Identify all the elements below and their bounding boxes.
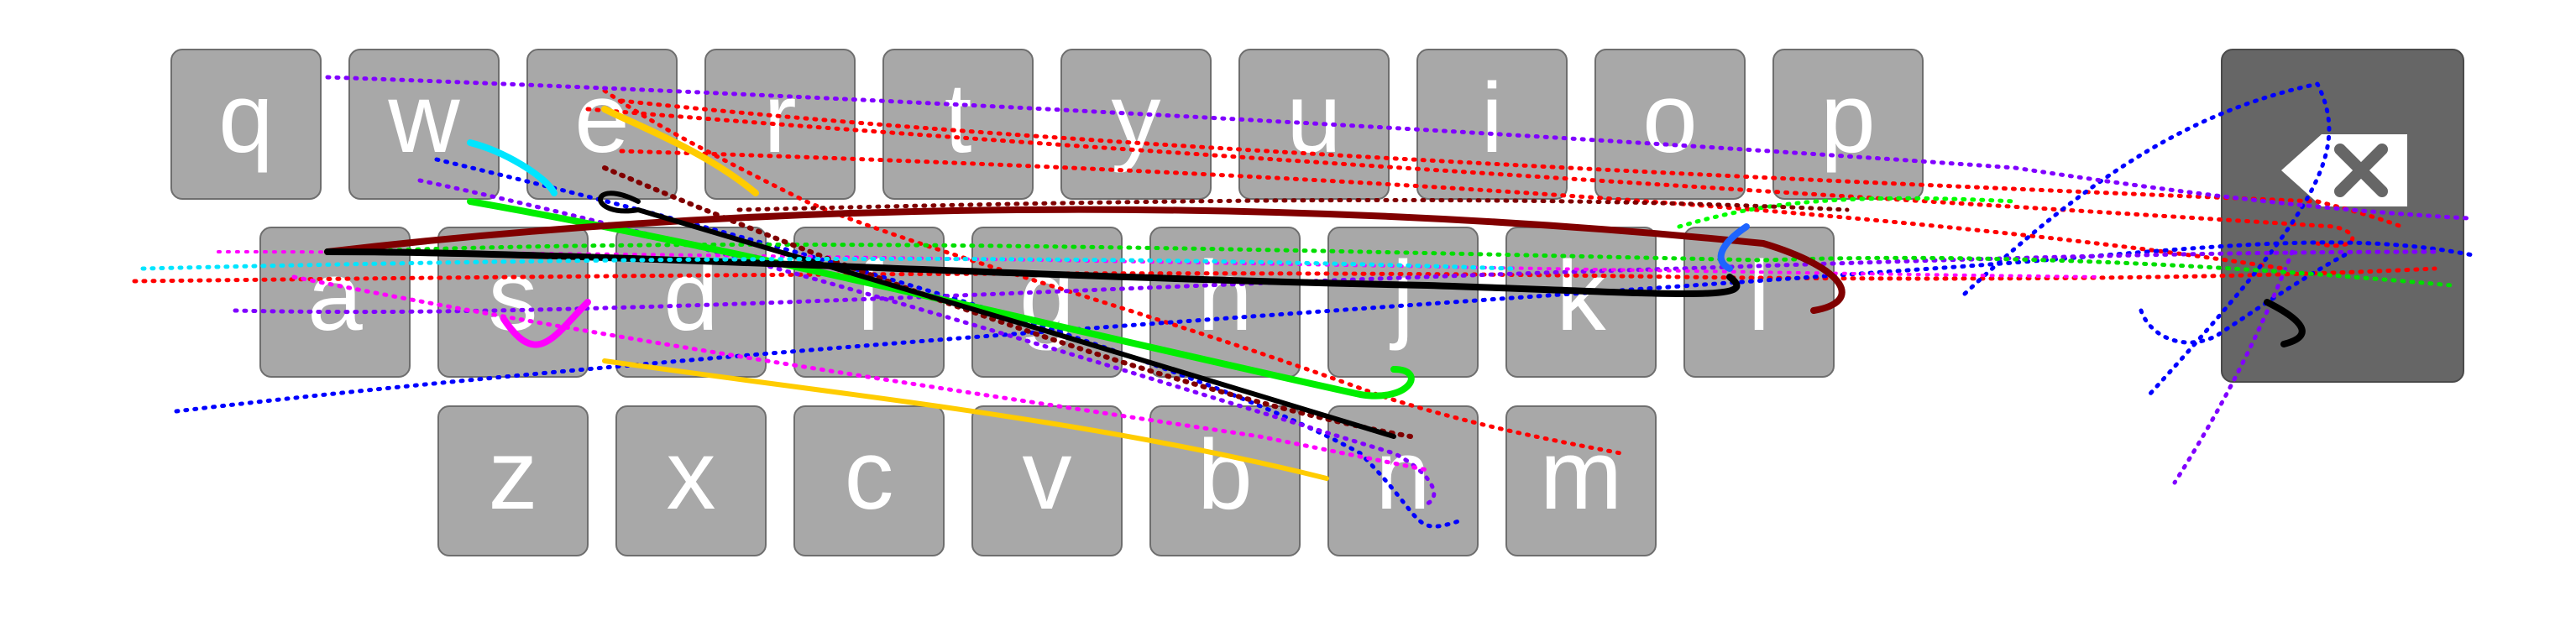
- key-u[interactable]: [1238, 49, 1390, 200]
- key-label: y: [1111, 63, 1161, 174]
- trace-blue-3: [437, 159, 1461, 530]
- trace-maroon-3: [739, 200, 1847, 210]
- key-e[interactable]: [526, 49, 678, 200]
- key-label: m: [1539, 420, 1623, 530]
- key-label: w: [388, 63, 460, 174]
- key-label: z: [488, 420, 538, 530]
- key-v[interactable]: [971, 405, 1123, 556]
- backspace-key[interactable]: [2221, 49, 2464, 383]
- key-label: k: [1556, 241, 1606, 352]
- trace-green-3: [1679, 198, 2015, 227]
- key-d[interactable]: [615, 227, 767, 378]
- key-x[interactable]: [615, 405, 767, 556]
- key-z[interactable]: [437, 405, 589, 556]
- key-w[interactable]: [348, 49, 500, 200]
- key-t[interactable]: [882, 49, 1034, 200]
- key-label: o: [1642, 63, 1698, 174]
- key-label: v: [1022, 420, 1072, 530]
- key-label: a: [307, 241, 363, 352]
- key-b[interactable]: [1149, 405, 1301, 556]
- key-label: g: [1019, 241, 1075, 352]
- key-label: p: [1820, 63, 1876, 174]
- key-label: d: [663, 241, 719, 352]
- key-g[interactable]: [971, 227, 1123, 378]
- key-o[interactable]: [1594, 49, 1746, 200]
- key-label: l: [1747, 241, 1771, 352]
- key-label: r: [763, 63, 797, 174]
- key-label: h: [1197, 241, 1253, 352]
- key-label: c: [844, 420, 894, 530]
- key-p[interactable]: [1772, 49, 1924, 200]
- key-s[interactable]: [437, 227, 589, 378]
- key-n[interactable]: [1327, 405, 1479, 556]
- key-label: s: [488, 241, 538, 352]
- key-label: q: [218, 63, 274, 174]
- key-label: f: [855, 241, 883, 352]
- key-r[interactable]: [704, 49, 856, 200]
- key-f[interactable]: [793, 227, 945, 378]
- key-m[interactable]: [1505, 405, 1657, 556]
- key-i[interactable]: [1416, 49, 1568, 200]
- key-h[interactable]: [1149, 227, 1301, 378]
- key-label: x: [666, 420, 716, 530]
- backspace-icon: [2223, 50, 2466, 384]
- key-label: u: [1286, 63, 1342, 174]
- key-label: t: [944, 63, 972, 174]
- key-label: e: [574, 63, 630, 174]
- key-a[interactable]: [259, 227, 411, 378]
- key-c[interactable]: [793, 405, 945, 556]
- key-label: i: [1480, 63, 1504, 174]
- key-y[interactable]: [1060, 49, 1212, 200]
- key-q[interactable]: [170, 49, 322, 200]
- key-k[interactable]: [1505, 227, 1657, 378]
- key-j[interactable]: [1327, 227, 1479, 378]
- key-label: j: [1391, 241, 1415, 352]
- key-label: n: [1375, 420, 1431, 530]
- key-l[interactable]: [1683, 227, 1835, 378]
- key-label: b: [1197, 420, 1253, 530]
